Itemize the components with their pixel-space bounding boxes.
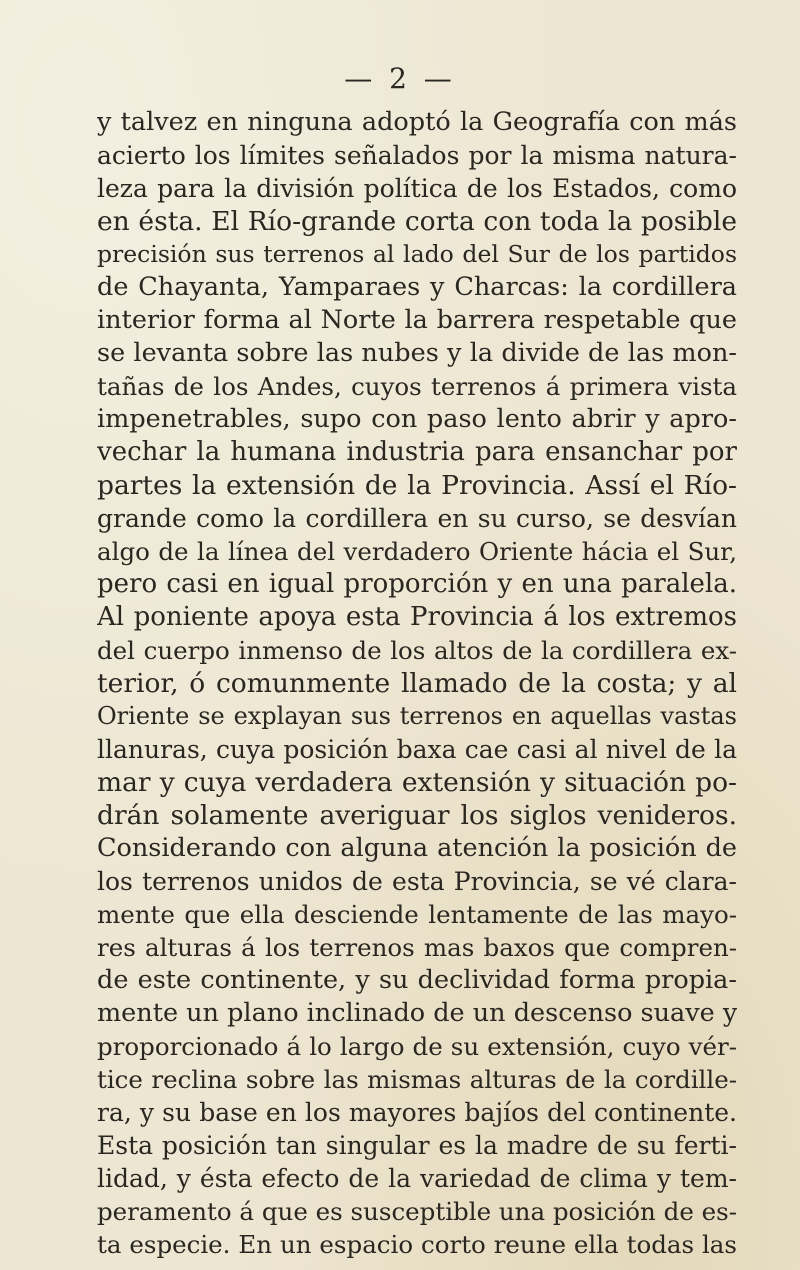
text-line: los terrenos unidos de esta Provincia, se vé clara-: [97, 867, 737, 896]
text-line: llanuras, cuya posición baxa cae casi al nivel de la: [97, 735, 737, 764]
text-line: res alturas á los terrenos mas baxos que compren-: [97, 933, 737, 962]
text-line: ta especie. En un espacio corto reune ella todas las: [97, 1230, 737, 1259]
text-line: peramento á que es susceptible una posición de es-: [97, 1197, 737, 1226]
text-line: acierto los límites señalados por la misma natura-: [97, 141, 737, 170]
text-line: leza para la división política de los Estados, como: [97, 174, 737, 203]
text-line: mente que ella desciende lentamente de las mayo-: [97, 900, 737, 929]
text-line: vechar la humana industria para ensanchar por: [97, 437, 737, 467]
text-line: lidad, y ésta efecto de la variedad de clima y tem-: [97, 1164, 737, 1193]
text-line: partes la extensión de la Provincia. Assí el Río-: [97, 470, 737, 501]
text-line: y talvez en ninguna adoptó la Geografía con más: [97, 107, 737, 137]
text-line: Considerando con alguna atención la posición de: [97, 833, 737, 863]
text-line: mar y cuya verdadera extensión y situación po-: [97, 767, 737, 798]
text-line: del cuerpo inmenso de los altos de la cordillera ex-: [97, 636, 737, 665]
text-line: proporcionado á lo largo de su extensión, cuyo vér-: [97, 1032, 737, 1061]
text-line: impenetrables, supo con paso lento abrir y apro-: [97, 404, 737, 434]
text-line: Esta posición tan singular es la madre de su ferti-: [97, 1131, 737, 1160]
text-line: mente un plano inclinado de un descenso suave y: [97, 998, 737, 1028]
text-line: drán solamente averiguar los siglos venideros.: [97, 800, 737, 831]
page-number: — 2 —: [344, 62, 456, 95]
text-line: terior, ó comunmente llamado de la costa; y al: [97, 668, 737, 699]
text-line: interior forma al Norte la barrera respetable que: [97, 305, 737, 335]
text-line: de este continente, y su declividad forma propia-: [97, 965, 737, 995]
text-line: precisión sus terrenos al lado del Sur de los partidos: [97, 240, 737, 268]
text-line: Oriente se explayan sus terrenos en aquellas vastas: [97, 702, 737, 730]
text-line: en ésta. El Río-grande corta con toda la posible: [97, 206, 737, 237]
text-line: grande como la cordillera en su curso, se desvían: [97, 504, 737, 533]
text-line: tice reclina sobre las mismas alturas de la cordille-: [97, 1065, 737, 1094]
text-line: Al poniente apoya esta Provincia á los extremos: [97, 602, 737, 632]
body-text: [97, 106, 737, 1261]
text-line: pero casi en igual proporción y en una paralela.: [97, 569, 737, 599]
text-line: de Chayanta, Yamparaes y Charcas: la cordillera: [97, 272, 737, 302]
text-line: ra, y su base en los mayores bajíos del continente.: [97, 1098, 737, 1127]
text-line: tañas de los Andes, cuyos terrenos á primera vista: [97, 372, 737, 401]
text-line: algo de la línea del verdadero Oriente hácia el Sur,: [97, 537, 737, 566]
text-line: se levanta sobre las nubes y la divide de las mon-: [97, 338, 737, 368]
